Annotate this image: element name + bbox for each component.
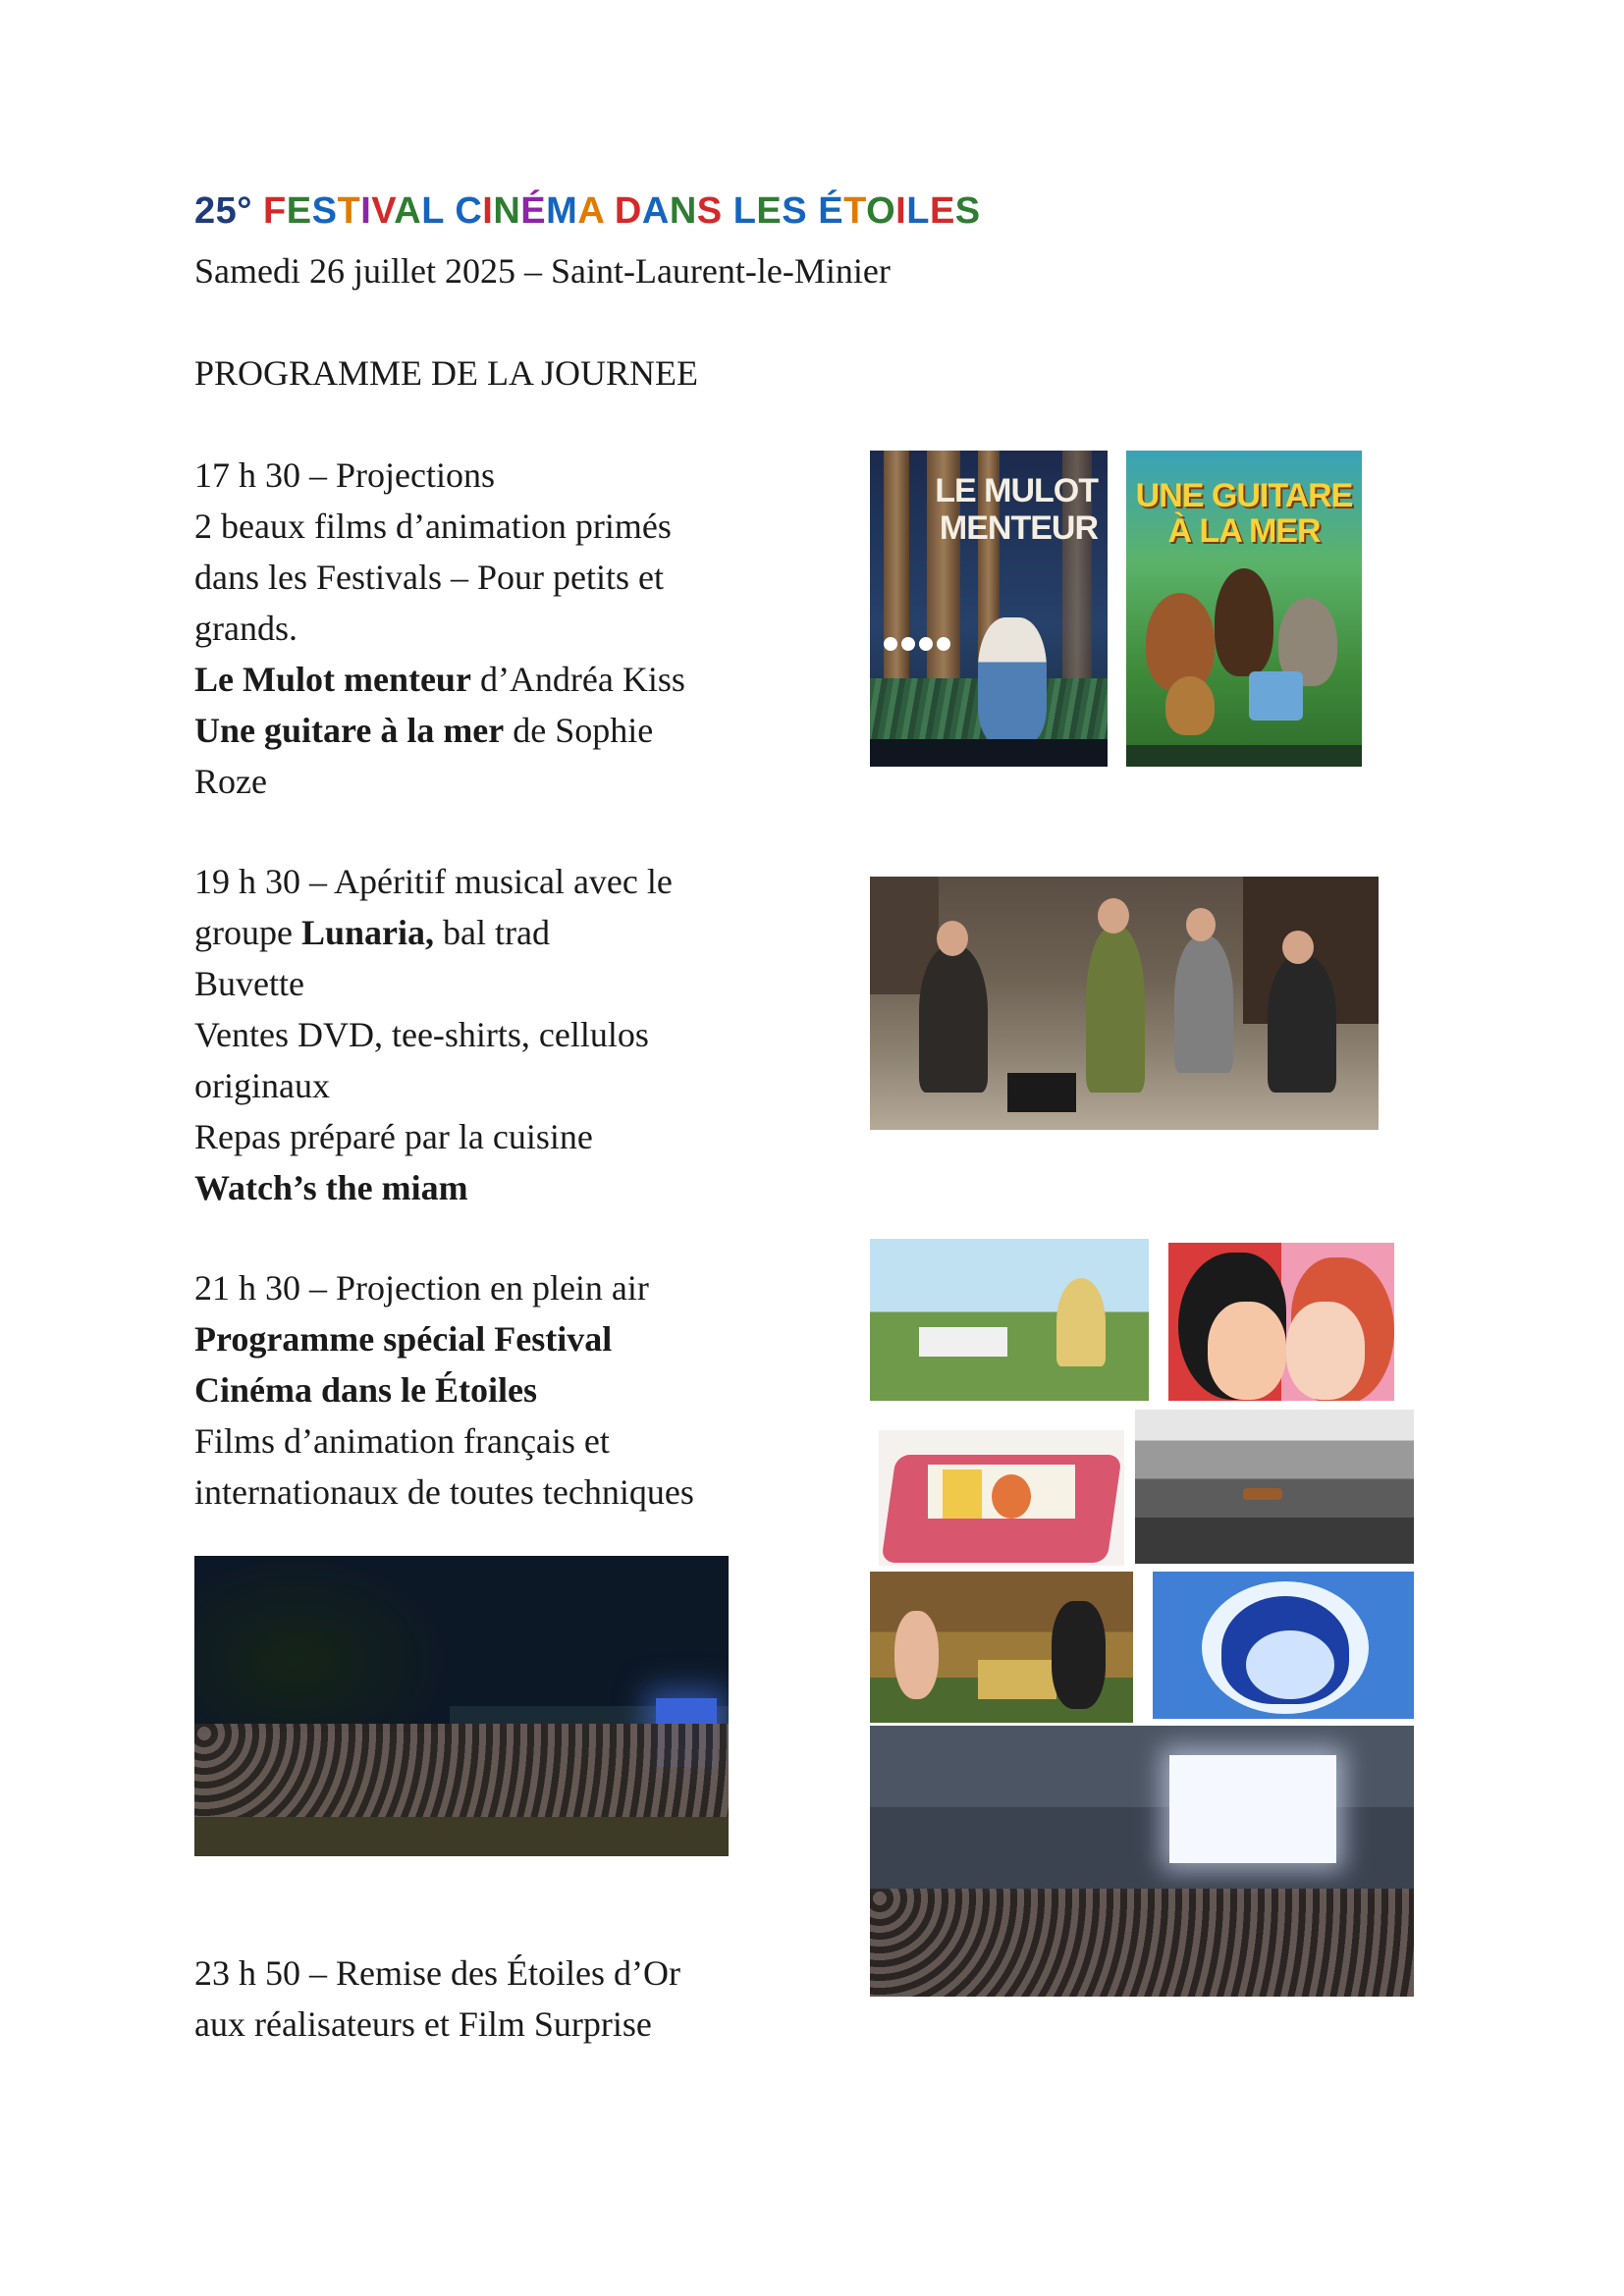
title-letter: E	[756, 190, 783, 232]
section3-line-1: 21 h 30 – Projection en plein air	[194, 1268, 649, 1308]
poster1-title	[935, 472, 1098, 547]
title-letter: A	[577, 190, 604, 232]
mouse-figure	[978, 617, 1047, 745]
title-letter	[604, 190, 615, 232]
section2-line-2-post: bal trad	[434, 913, 550, 952]
title-letter: S	[954, 190, 981, 232]
title-letter: A	[394, 190, 422, 232]
section3-line-4: Films d’animation français et	[194, 1421, 610, 1461]
film1-line	[194, 654, 685, 705]
section2-line-2	[194, 907, 673, 958]
title-letter: D	[614, 190, 642, 232]
title-letter: E	[286, 190, 312, 232]
caterer-name: Watch’s the miam	[194, 1168, 468, 1207]
title-letter: E	[929, 190, 955, 232]
poster2-title	[1126, 478, 1362, 549]
section2-line-4: Ventes DVD, tee-shirts, cellulos	[194, 1015, 649, 1054]
still-stopmotion-animals	[870, 1572, 1133, 1723]
section1-time: 17 h 30 – Projections	[194, 455, 495, 495]
poster-une-guitare-a-la-mer	[1126, 451, 1362, 767]
festival-title	[194, 190, 981, 233]
title-letter: N	[493, 190, 521, 232]
title-letter	[444, 190, 455, 232]
title-letter: I	[360, 190, 372, 232]
title-letter: V	[371, 190, 395, 232]
still-kiss	[1168, 1243, 1394, 1401]
poster-le-mulot-menteur	[870, 451, 1108, 767]
section3-line-5: internationaux de toutes techniques	[194, 1472, 694, 1512]
title-letter: F	[263, 190, 287, 232]
photo-lunaria-band	[870, 877, 1379, 1130]
section2-line-3: Buvette	[194, 964, 304, 1003]
title-letter: S	[311, 190, 338, 232]
still-boat-landscape	[1135, 1410, 1414, 1564]
title-letter: T	[843, 190, 867, 232]
title-letter	[723, 190, 733, 232]
film2-author: de Sophie	[504, 711, 654, 750]
section1-desc-2: dans les Festivals – Pour petits et	[194, 558, 664, 597]
title-letter: L	[421, 190, 445, 232]
section2-line-2-pre: groupe	[194, 913, 301, 952]
title-letter: É	[520, 190, 547, 232]
film2-line	[194, 705, 685, 756]
band-name: Lunaria,	[300, 913, 435, 952]
film2-title: Une guitare à la mer	[194, 711, 505, 750]
programme-heading: PROGRAMME DE LA JOURNEE	[194, 353, 699, 393]
section-aperitif	[194, 856, 673, 1213]
film1-author: d’Andréa Kiss	[470, 660, 685, 699]
title-letter: C	[455, 190, 483, 232]
title-letter: 25°	[194, 190, 264, 232]
section1-desc-3: grands.	[194, 609, 298, 648]
poster2-title-line2: À LA MER	[1167, 512, 1321, 550]
still-car-drawing	[879, 1430, 1124, 1566]
title-letter: N	[669, 190, 697, 232]
section-outdoor-projection	[194, 1262, 694, 1518]
section-projections	[194, 450, 685, 807]
poster2-title-line1: UNE GUITARE	[1135, 477, 1353, 514]
title-letter: O	[866, 190, 896, 232]
section2-line-6: Repas préparé par la cuisine	[194, 1117, 593, 1156]
title-letter: I	[482, 190, 494, 232]
still-astronaut-child	[1153, 1572, 1414, 1719]
section3-line-2: Programme spécial Festival	[194, 1319, 613, 1359]
title-letter: A	[641, 190, 670, 232]
title-letter: S	[782, 190, 808, 232]
section-awards	[194, 1948, 680, 2050]
photo-outdoor-screening-village	[870, 1726, 1414, 1997]
section2-line-1: 19 h 30 – Apéritif musical avec le	[194, 862, 673, 901]
film1-title: Le Mulot menteur	[194, 660, 471, 699]
section4-line-1: 23 h 50 – Remise des Étoiles d’Or	[194, 1953, 680, 1993]
title-letter	[807, 190, 818, 232]
title-letter: I	[895, 190, 907, 232]
title-letter: S	[696, 190, 723, 232]
film2-author-cont: Roze	[194, 762, 267, 801]
section3-line-3: Cinéma dans le Étoiles	[194, 1370, 538, 1410]
photo-night-screening	[194, 1556, 729, 1856]
section4-line-2: aux réalisateurs et Film Surprise	[194, 2004, 652, 2044]
title-letter: É	[818, 190, 844, 232]
title-letter: L	[732, 190, 757, 232]
poster1-title-line1: LE MULOT	[935, 472, 1098, 509]
festival-subtitle: Samedi 26 juillet 2025 – Saint-Laurent-le-Minier	[194, 251, 891, 291]
section2-line-5: originaux	[194, 1066, 330, 1105]
poster1-dots	[884, 637, 962, 676]
section1-desc-1: 2 beaux films d’animation primés	[194, 507, 672, 546]
title-letter: T	[337, 190, 361, 232]
still-landscape-picnic	[870, 1239, 1149, 1401]
title-letter: M	[546, 190, 578, 232]
title-letter: L	[906, 190, 930, 232]
poster1-title-line2: MENTEUR	[939, 509, 1098, 547]
